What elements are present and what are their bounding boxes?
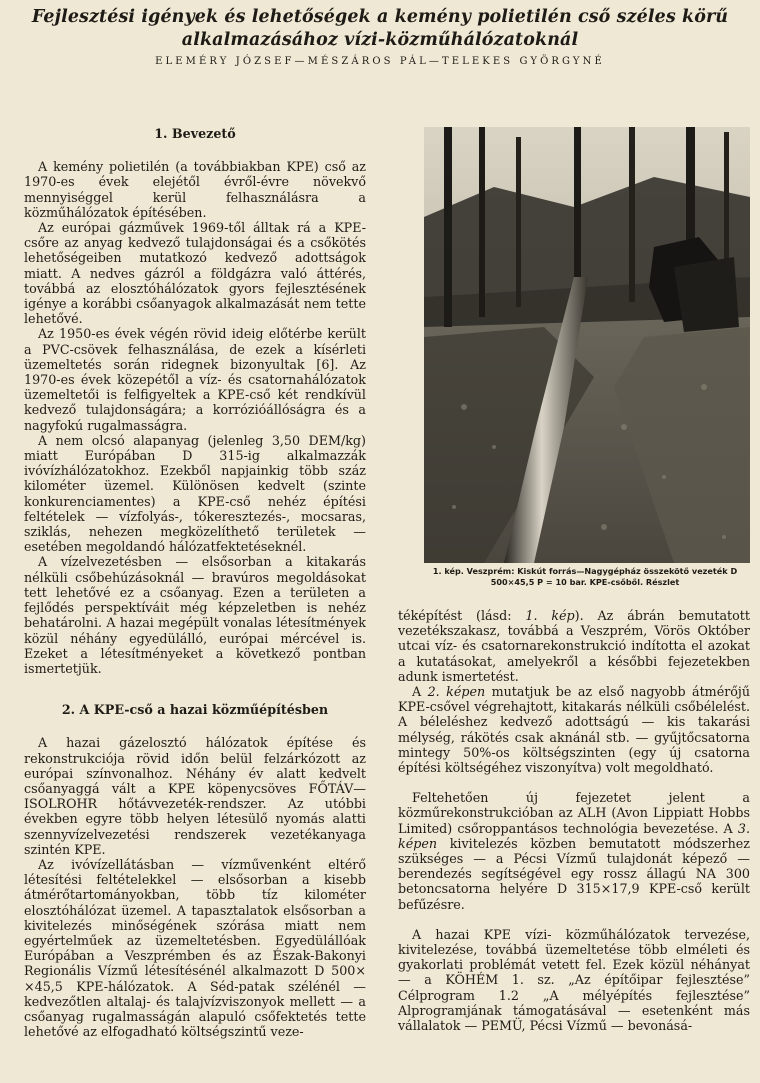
- right-column: [398, 608, 750, 1033]
- right-paragraph-1-text-a: téképítést (lásd:: [398, 608, 526, 623]
- photo-pipeline: [424, 127, 750, 563]
- right-paragraph-1: [398, 608, 750, 684]
- section-1-paragraph-5: A vízelvezetésben — elsősorban a kitakarás nélküli csőbehúzásoknál — bravúros megoldásokat tett lehetővé ez a csőanyag. Ezen a területen a fejlődés perspektíváit még képzeletben is nehéz behatárolni. A hazai megépült vonalas létesítmények közül néhány egyedülálló, európai mércével is. Ezeket a létesítményeket a következő pontban ismertetjük.: [24, 554, 366, 676]
- section-2-paragraph-1: A hazai gázelosztó hálózatok építése és rekonstrukciója rövid időn belül felzárkózott az európai színvonalhoz. Néhány év alatt kedvelt csőanyaggá vált a KPE köpenycsöves FŐTÁV—ISOLROHR hőtávvezeték-rendszer. Az utóbbi években egyre több helyen létesülő nyomás alatti szennyvízelvezetési rendszerek vezetékanyaga szintén KPE.: [24, 735, 366, 857]
- figure-reference-3: 3. képen: [398, 820, 750, 851]
- title-line-2: alkalmazásához vízi-közműhálózatoknál: [181, 30, 579, 50]
- section-1-paragraph-1: A kemény polietilén (a továbbiakban KPE) cső az 1970-es évek elejétől évről-évre növekvő mennyiséggel kerül felhasználásra a közműhálózatok építésében.: [24, 159, 366, 220]
- photo-caption: 1. kép. Veszprém: Kiskút forrás—Nagygépház összekötő vezeték D 500×45,5 P = 10 bar. KPE-csőből. Részlet: [432, 566, 738, 587]
- right-paragraph-3-text-b: kivitelezés közben bemutatott módszerhez szükséges — a Pécsi Vízmű tulajdonát képező — berendezés segítségével egy rossz állagú NA 300 betoncsatorna helyére D 315×17,9 KPE-cső került befűzésre.: [398, 835, 750, 912]
- left-column: [24, 126, 366, 1039]
- authors: ELEMÉRY JÓZSEF—MÉSZÁROS PÁL—TELEKES GYÖRGYNÉ: [155, 56, 605, 67]
- section-1-paragraph-3: Az 1950-es évek végén rövid ideig előtérbe került a PVC-csövek felhasználása, de ezek a kísérleti üzemeltetés során ridegnek bizonyultak [6]. Az 1970-es évek közepétől a víz- és csatornahálózatok üzemeltetői is felfigyeltek a KPE-cső két rendkívül kedvező tulajdonságára; a korrózióállóságra és a nagyfokú rugalmasságra.: [24, 326, 366, 433]
- right-paragraph-3-text-a: Feltehetően új fejezetet jelent a közműrekonstrukcióban az ALH (Avon Lippiatt Hobbs Limited) csőroppantásos technológia bevezetése. A: [398, 790, 750, 836]
- section-1-heading: 1. Bevezető: [154, 126, 236, 141]
- right-paragraph-4: A hazai KPE vízi- közműhálózatok tervezése, kivitelezése, továbbá üzemeltetése több elméleti és gyakorlati problémát vetett fel. Ezek közül néhányat — a KÖHÉM 1. sz. „Az építőipar fejlesztése” Célprogram 1.2 „A mélyépítés fejlesztése” Alprogramjának támogatásával — esetenként más vállalatok — PEMÜ, Pécsi Vízmű — bevonásá-: [398, 926, 750, 1034]
- right-paragraph-2-text-b: mutatjuk be az első nagyobb átmérőjű KPE-csővel végrehajtott, kitakarás nélküli csőbélelést. A béleléshez kedvező adottságú — kis takarási mélység, rákötés csak aknánál stb. — gyűjtőcsatorna mintegy 50%-os költségszinten (egy új csatorna építési költségéhez viszonyítva) volt megoldható.: [398, 684, 751, 776]
- photo-pipeline-image: [424, 127, 750, 563]
- figure-reference-1: 1. kép: [525, 608, 575, 623]
- title-line-1: Fejlesztési igények és lehetőségek a kemény polietilén cső széles körű: [31, 7, 729, 27]
- article-title: [0, 6, 760, 52]
- section-1-paragraph-2: Az európai gázművek 1969-től álltak rá a KPE-csőre az anyag kedvező tulajdonságai és a csőkötés lehetőségeiben mutatkozó kedvező adottságok miatt. A nedves gázról a földgázra való áttérés, továbbá az elosztóhálózatok gyors fejlesztésének igénye a korábbi csőanyagok alkalmazását nem tette lehetővé.: [24, 220, 366, 327]
- right-paragraph-2-text-a: A: [412, 684, 428, 700]
- right-paragraph-3: [398, 790, 750, 912]
- right-paragraph-2: [398, 684, 750, 775]
- figure-reference-2: 2. képen: [427, 684, 486, 700]
- section-2-paragraph-2: Az ivóvízellátásban — vízművenként eltérő létesítési feltételekkel — elsősorban a kisebb átmérőtartományokban, több tíz kilométer elosztóhálózat üzemel. A tapasztalatok elsősorban a kivitelezés minőségének szórása miatt nem egyértelműek az üzemeltetésben. Egyedülállóak Európában a Veszprémben és az Észak-Bakonyi Regionális Vízmű létesítésénél alkalmazott D 500× ×45,5 KPE-hálózatok. A Séd-patak szélénél — kedvezőtlen altalaj- és talajvízviszonyok mellett — a csőanyag rugalmasságán alapuló csőfektetés tette lehetővé az elfogadható költségszintű veze-: [24, 856, 366, 1040]
- right-paragraph-1-text-b: ). Az ábrán bemutatott vezetékszakasz, továbbá a Veszprém, Vörös Október utcai víz- és csatornarekonstrukció indította el azokat a kutatásokat, amelyekről a későbbi fejezetekben adunk ismertetést.: [398, 608, 750, 684]
- section-1-paragraph-4: A nem olcsó alapanyag (jelenleg 3,50 DEM/kg) miatt Európában D 315-ig alkalmazzák ivóvízhálózatokhoz. Ezekből napjainkig több száz kilométer üzemel. Különösen kedvelt (szinte konkurenciamentes) a KPE-cső nehéz építési feltételek — vízfolyás-, tókeresztezés-, mocsaras, sziklás, nehezen megközelíthető területek — esetében megoldandó hálózatfektetéseknél.: [24, 432, 366, 555]
- section-2-heading: 2. A KPE-cső a hazai közműépítésben: [61, 702, 329, 718]
